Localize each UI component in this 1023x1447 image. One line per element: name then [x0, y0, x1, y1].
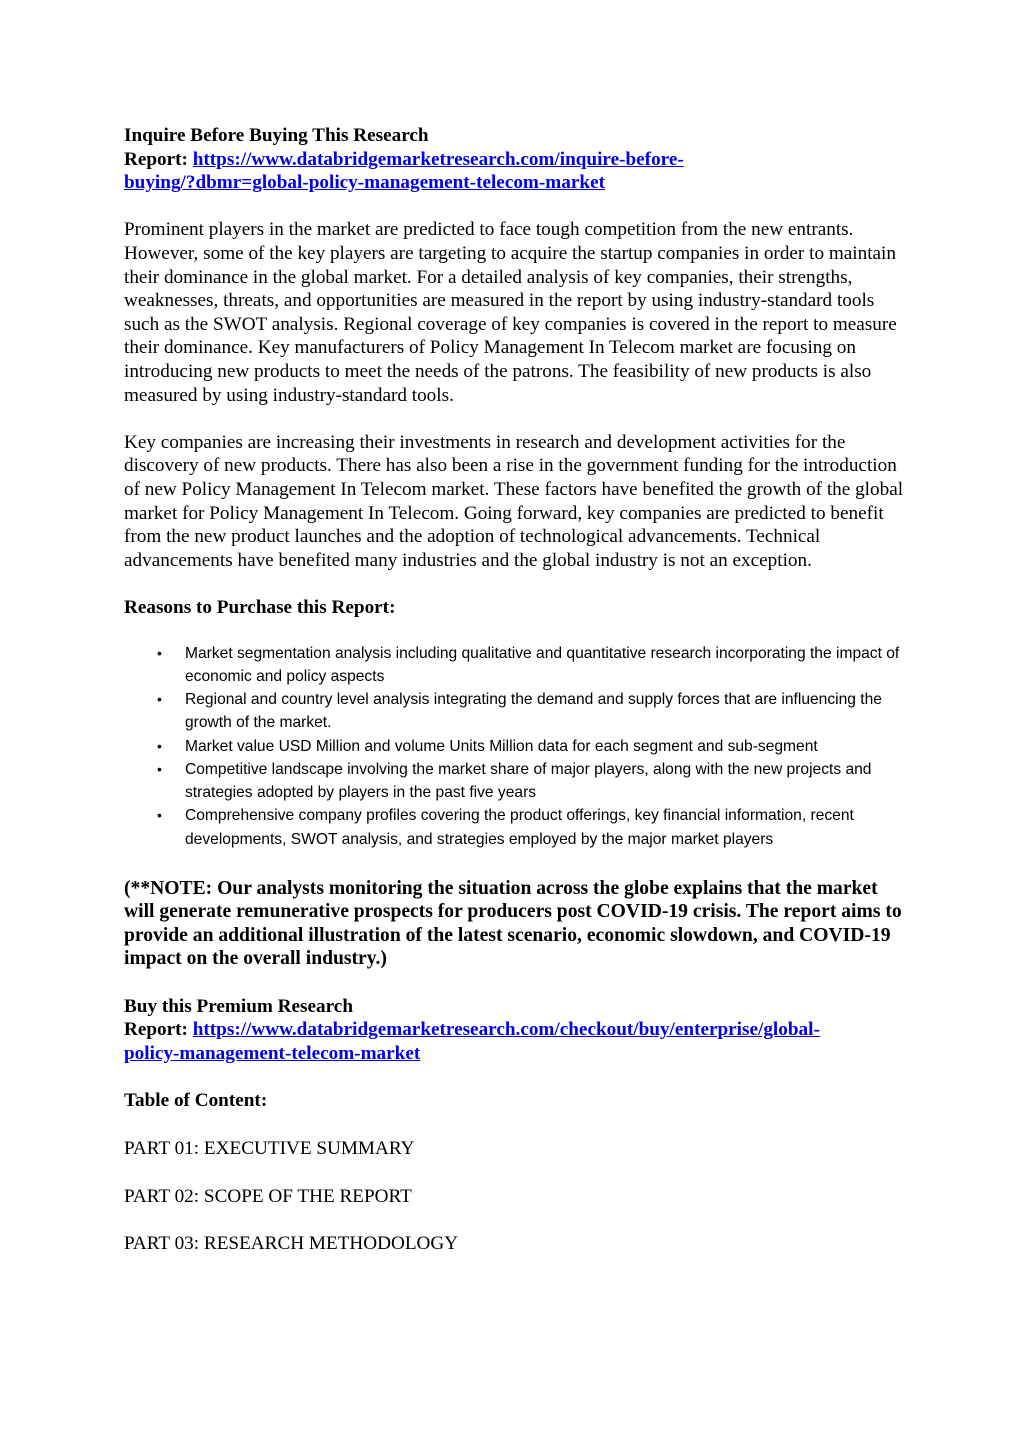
inquire-block — [124, 124, 909, 195]
buy-title: Buy this Premium Research — [124, 995, 353, 1017]
buy-report-label: Report: — [124, 1019, 193, 1041]
inquire-report-line — [124, 148, 909, 195]
paragraph-investments: Key companies are increasing their investments in research and development activities for the discovery of new products. There has also been a rise in the government funding for the introduction of new Policy Management In Telecom market. These factors have benefited the growth of the global market for Policy Management In Telecom. Going forward, key companies are predicted to benefit from the new product launches and the adoption of technological advancements. Technical advancements have benefited many industries and the global industry is not an exception. — [124, 431, 904, 571]
inquire-link[interactable] — [124, 149, 684, 194]
list-item-text: Comprehensive company profiles covering the product offerings, key financial information, recent developments, SWOT analysis, and strategies employed by the major market players — [185, 807, 854, 848]
bullet-icon: • — [157, 691, 162, 708]
paragraph-competition: Prominent players in the market are predicted to face tough competition from the new entrants. However, some of the key players are targeting to acquire the startup companies in order to maintain their dominance in the global market. For a detailed analysis of key companies, their strengths, weaknesses, threats, and opportunities are measured in the report by using industry-standard tools such as the SWOT analysis. Regional coverage of key companies is covered in the report to measure their dominance. Key manufacturers of Policy Management In Telecom market are focusing on introducing new products to meet the needs of the patrons. The feasibility of new products is also measured by using industry-standard tools. — [124, 219, 897, 406]
toc-title: Table of Content: — [124, 1090, 268, 1112]
inquire-title: Inquire Before Buying This Research — [124, 125, 429, 146]
bullet-icon: • — [157, 644, 162, 661]
buy-link-line2: policy-management-telecom-market — [124, 1042, 421, 1064]
list-item — [124, 735, 909, 758]
bullet-icon: • — [157, 807, 162, 824]
bullet-icon: • — [157, 737, 162, 754]
buy-link-line1: https://www.databridgemarketresearch.com/checkout/buy/enterprise/global- — [192, 1019, 820, 1041]
list-item — [124, 758, 909, 804]
buy-link[interactable] — [124, 1019, 820, 1064]
list-item — [124, 804, 909, 850]
covid-note: (**NOTE: Our analysts monitoring the situation across the globe explains that the market will generate remunerative prospects for producers post COVID-19 crisis. The report aims to provide an additional illustration of the latest scenario, economic slowdown, and COVID-19 impact on the overall industry.) — [124, 877, 902, 970]
reasons-list — [124, 642, 909, 851]
reasons-heading: Reasons to Purchase this Report: — [124, 597, 396, 619]
buy-report-line — [124, 1018, 909, 1065]
inquire-link-line2: buying/?dbmr=global-policy-management-telecom-market — [124, 172, 605, 194]
toc-item-executive-summary: PART 01: EXECUTIVE SUMMARY — [124, 1138, 415, 1160]
document-page — [124, 124, 909, 1256]
list-item-text: Regional and country level analysis integrating the demand and supply forces that are influencing the growth of the market. — [185, 691, 882, 732]
bullet-icon: • — [157, 760, 162, 777]
list-item — [124, 642, 909, 688]
inquire-report-label: Report: — [124, 148, 193, 170]
list-item-text: Competitive landscape involving the market share of major players, along with the new projects and strategies adopted by players in the past five years — [185, 760, 872, 802]
buy-block — [124, 995, 909, 1066]
list-item-text: Market segmentation analysis including qualitative and quantitative research incorporating the impact of economic and policy aspects — [185, 644, 900, 686]
toc-item-scope: PART 02: SCOPE OF THE REPORT — [124, 1185, 412, 1207]
inquire-link-line1: https://www.databridgemarketresearch.com/inquire-before- — [192, 148, 684, 170]
toc-item-methodology: PART 03: RESEARCH METHODOLOGY — [124, 1233, 459, 1255]
list-item-text: Market value USD Million and volume Units Million data for each segment and sub-segment — [185, 737, 818, 755]
list-item — [124, 688, 909, 734]
